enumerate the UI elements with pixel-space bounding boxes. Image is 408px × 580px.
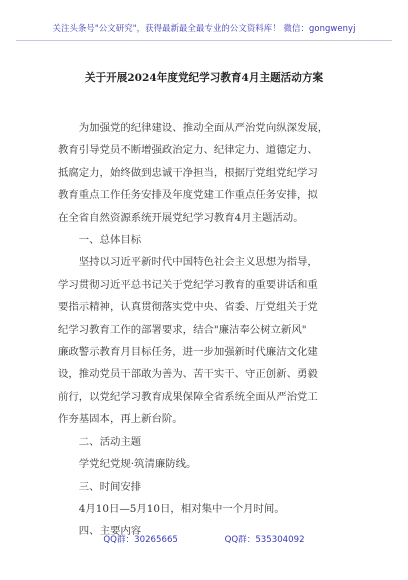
body-line: 为加强党的纪律建设、推动全面从严治党向纵深发展，: [78, 122, 329, 134]
body-line: 学党纪党规·筑清廉防线。: [78, 458, 197, 471]
qq-group-2: QQ群：535304092: [224, 535, 305, 545]
section-heading: 一、总体目标: [78, 234, 142, 247]
body-line: 在全省自然资源系统开展党纪学习教育4月主题活动。: [58, 211, 304, 224]
body-line: 纪学习教育工作的部署要求，结合"廉洁奉公树立新风": [58, 323, 307, 336]
header-banner: 关注头条号"公文研究"，获得最新最全最专业的公文资料库！ 微信：gongwenyj: [52, 23, 356, 33]
qq-group-1: QQ群：30265665: [103, 535, 178, 545]
body-line: 学习贯彻习近平总书记关于党纪学习教育的重要讲话和重: [58, 278, 318, 291]
header-divider: [16, 40, 392, 41]
body-line: 教育引导党员不断增强政治定力、纪律定力、道德定力、: [58, 144, 318, 157]
body-line: 抵腐定力，始终做到忠诚干净担当，根据厅党组党纪学习: [58, 166, 318, 179]
body-line: 廉政警示教育月目标任务，进一步加强新时代廉洁文化建: [58, 346, 318, 359]
body-line: 作夯基固本，再上新台阶。: [58, 413, 183, 426]
document-title: 关于开展2024年度党纪学习教育4月主题活动方案: [84, 72, 324, 84]
section-heading: 三、时间安排: [78, 480, 142, 493]
section-heading: 四、主要内容: [78, 525, 142, 538]
document-body: [58, 117, 358, 543]
body-line: 设，推动党员干部敢为善为、苦干实干、守正创新、勇毅: [58, 368, 318, 381]
body-line: 坚持以习近平新时代中国特色社会主义思想为指导，: [78, 256, 318, 269]
footer-contact: [0, 533, 408, 545]
body-line: 要指示精神，认真贯彻落实党中央、省委、厅党组关于党: [58, 301, 318, 314]
section-heading: 二、活动主题: [78, 435, 142, 448]
body-line: 4月10日—5月10日，相对集中一个月时间。: [78, 502, 285, 515]
body-line: 教育重点工作任务安排及年度党建工作重点任务安排，拟: [58, 189, 318, 202]
body-line: 前行，以党纪学习教育成果保障全省系统全面从严治党工: [58, 390, 318, 403]
